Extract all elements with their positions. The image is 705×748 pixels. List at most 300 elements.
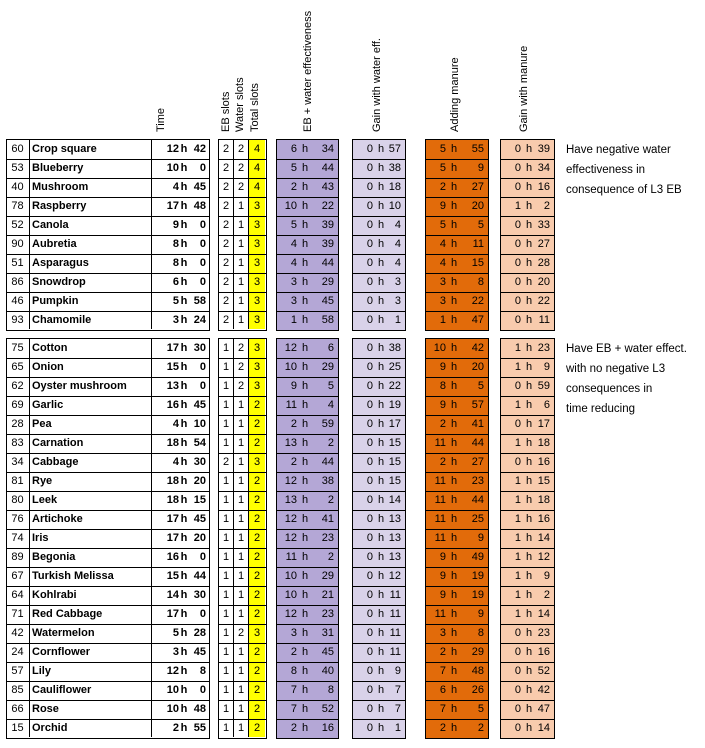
table-row [7, 292, 208, 311]
time-h-unit: h [180, 314, 188, 326]
eb-slots-value: 1 [222, 608, 230, 620]
time-h-unit: h [180, 257, 188, 269]
time-minutes: 55 [193, 722, 206, 734]
slots-row [219, 358, 265, 377]
eb-slots-value: 1 [222, 684, 230, 696]
crop-id: 62 [11, 380, 24, 392]
total-slots-value: 2 [253, 646, 261, 658]
crop-name: Turkish Melissa [32, 570, 114, 582]
slots-row [219, 624, 265, 643]
slots-row [219, 140, 265, 159]
manure-hours: 9 [439, 570, 446, 582]
gain-manure-row [501, 339, 553, 358]
manure-minutes: 49 [471, 551, 484, 563]
time-minutes: 30 [193, 456, 206, 468]
gain-manure-h-unit: h [525, 399, 533, 411]
time-h-unit: h [180, 513, 188, 525]
gain-water-row [353, 662, 404, 681]
manure-row [426, 396, 487, 415]
manure-hours: 2 [439, 418, 446, 430]
time-h-unit: h [180, 437, 188, 449]
manure-hours: 9 [439, 589, 446, 601]
manure-minutes: 22 [471, 295, 484, 307]
manure-row [426, 548, 487, 567]
eb-water-hours: 8 [290, 665, 297, 677]
gain-manure-h-unit: h [525, 276, 533, 288]
gain-water-hours: 0 [366, 494, 373, 506]
water-slots-value: 1 [237, 399, 245, 411]
eb-slots-value: 2 [222, 456, 230, 468]
gain-water-row [353, 197, 404, 216]
eb-water-minutes: 31 [321, 627, 334, 639]
time-hours: 12 [166, 665, 179, 677]
gain-manure-row [501, 586, 553, 605]
total-slots-value: 3 [253, 238, 261, 250]
gain-manure-hours: 1 [514, 532, 521, 544]
manure-hours: 4 [439, 238, 446, 250]
gain-manure-hours: 1 [514, 570, 521, 582]
total-slots-value: 2 [253, 532, 261, 544]
eb-water-minutes: 39 [321, 238, 334, 250]
gain-water-hours: 0 [366, 570, 373, 582]
gain-water-h-unit: h [377, 627, 385, 639]
slots-row [219, 586, 265, 605]
time-minutes: 20 [193, 532, 206, 544]
time-minutes: 44 [193, 570, 206, 582]
time-hours: 8 [172, 238, 179, 250]
slots-row [219, 491, 265, 510]
time-h-unit: h [180, 295, 188, 307]
slots-block [218, 139, 267, 331]
manure-hours: 6 [439, 684, 446, 696]
gain-water-row [353, 700, 404, 719]
crop-id: 15 [11, 722, 24, 734]
gain-manure-minutes: 47 [537, 703, 550, 715]
water-slots-value: 1 [237, 703, 245, 715]
total-slots-value: 3 [253, 456, 261, 468]
eb-slots-value: 1 [222, 722, 230, 734]
gain-manure-hours: 1 [514, 342, 521, 354]
manure-hours: 1 [439, 314, 446, 326]
gain-water-hours: 0 [366, 513, 373, 525]
manure-row [426, 159, 487, 178]
gain-water-hours: 0 [366, 589, 373, 601]
gain-water-hours: 0 [366, 418, 373, 430]
eb-water-row [277, 548, 337, 567]
manure-minutes: 47 [471, 314, 484, 326]
time-hours: 17 [166, 513, 179, 525]
time-h-unit: h [180, 200, 188, 212]
note-line: consequences in [566, 383, 653, 395]
crop-id: 40 [11, 181, 24, 193]
gain-manure-h-unit: h [525, 181, 533, 193]
gain-manure-minutes: 18 [537, 494, 550, 506]
eb-water-minutes: 2 [327, 437, 334, 449]
gain-water-h-unit: h [377, 513, 385, 525]
time-hours: 6 [172, 276, 179, 288]
crop-id: 46 [11, 295, 24, 307]
slots-row [219, 311, 265, 330]
eb-water-row [277, 529, 337, 548]
eb-slots-value: 2 [222, 162, 230, 174]
eb-water-row [277, 415, 337, 434]
gain-manure-hours: 1 [514, 589, 521, 601]
eb-water-hours: 12 [284, 608, 297, 620]
gain-water-h-unit: h [377, 665, 385, 677]
note-line: time reducing [566, 403, 636, 415]
manure-row [426, 472, 487, 491]
crop-id: 65 [11, 361, 24, 373]
gain-water-hours: 0 [366, 608, 373, 620]
manure-h-unit: h [450, 570, 458, 582]
total-slots-value: 3 [253, 380, 261, 392]
gain-manure-row [501, 510, 553, 529]
gain-manure-minutes: 20 [537, 276, 550, 288]
eb-water-row [277, 159, 337, 178]
time-h-unit: h [180, 627, 188, 639]
time-h-unit: h [180, 181, 188, 193]
eb-water-minutes: 43 [321, 181, 334, 193]
time-hours: 10 [166, 684, 179, 696]
manure-hours: 4 [439, 257, 446, 269]
time-hours: 4 [172, 456, 179, 468]
water-slots-value: 2 [237, 181, 245, 193]
crop-name: Artichoke [32, 513, 83, 525]
water-slots-value: 1 [237, 589, 245, 601]
manure-minutes: 5 [477, 219, 484, 231]
slots-row [219, 273, 265, 292]
total-slots-value: 2 [253, 570, 261, 582]
gain-manure-hours: 1 [514, 475, 521, 487]
manure-h-unit: h [450, 684, 458, 696]
total-slots-value: 3 [253, 219, 261, 231]
total-slots-value: 3 [253, 257, 261, 269]
gain-manure-h-unit: h [525, 665, 533, 677]
manure-h-unit: h [450, 418, 458, 430]
time-minutes: 0 [199, 162, 206, 174]
eb-slots-value: 1 [222, 380, 230, 392]
eb-water-row [277, 586, 337, 605]
eb-water-row [277, 140, 337, 159]
gain-manure-h-unit: h [525, 200, 533, 212]
table-row [7, 273, 208, 292]
gain-water-row [353, 216, 404, 235]
gain-manure-h-unit: h [525, 475, 533, 487]
crop-name-block [6, 338, 210, 739]
gain-manure-row [501, 567, 553, 586]
gain-water-row [353, 643, 404, 662]
total-slots-value: 2 [253, 513, 261, 525]
crop-name: Watermelon [32, 627, 95, 639]
gain-water-minutes: 19 [388, 399, 401, 411]
gain-manure-h-unit: h [525, 342, 533, 354]
eb-water-minutes: 59 [321, 418, 334, 430]
table-row [7, 197, 208, 216]
manure-minutes: 25 [471, 513, 484, 525]
eb-water-h-unit: h [301, 684, 309, 696]
eb-water-row [277, 273, 337, 292]
manure-row [426, 216, 487, 235]
eb-water-h-unit: h [301, 665, 309, 677]
gain-manure-hours: 0 [514, 627, 521, 639]
slots-row [219, 472, 265, 491]
water-slots-value: 1 [237, 257, 245, 269]
table-row [7, 358, 208, 377]
manure-minutes: 57 [471, 399, 484, 411]
gain-manure-minutes: 18 [537, 437, 550, 449]
gain-manure-row [501, 292, 553, 311]
gain-manure-h-unit: h [525, 437, 533, 449]
manure-row [426, 681, 487, 700]
eb-slots-value: 1 [222, 342, 230, 354]
eb-water-hours: 1 [290, 314, 297, 326]
gain-manure-minutes: 16 [537, 456, 550, 468]
manure-h-unit: h [450, 513, 458, 525]
gain-manure-row [501, 415, 553, 434]
gain-manure-hours: 1 [514, 551, 521, 563]
water-slots-value: 1 [237, 532, 245, 544]
slots-block [218, 338, 267, 739]
manure-row [426, 567, 487, 586]
crop-name: Aubretia [32, 238, 77, 250]
gain-manure-h-unit: h [525, 627, 533, 639]
gain-manure-h-unit: h [525, 143, 533, 155]
table-row [7, 159, 208, 178]
eb-water-row [277, 681, 337, 700]
gain-manure-minutes: 14 [537, 722, 550, 734]
eb-water-row [277, 197, 337, 216]
gain-water-block [352, 139, 406, 331]
eb-slots-value: 1 [222, 703, 230, 715]
manure-hours: 9 [439, 551, 446, 563]
time-h-unit: h [180, 608, 188, 620]
time-minutes: 0 [199, 219, 206, 231]
crop-name: Pumpkin [32, 295, 79, 307]
gain-manure-minutes: 9 [543, 361, 550, 373]
crop-name: Pea [32, 418, 52, 430]
gain-manure-row [501, 396, 553, 415]
total-slots-value: 2 [253, 722, 261, 734]
table-row [7, 415, 208, 434]
table-row [7, 510, 208, 529]
gain-water-hours: 0 [366, 380, 373, 392]
gain-water-minutes: 38 [388, 342, 401, 354]
gain-manure-minutes: 39 [537, 143, 550, 155]
eb-water-row [277, 434, 337, 453]
gain-water-hours: 0 [366, 276, 373, 288]
gain-water-minutes: 15 [388, 437, 401, 449]
crop-id: 81 [11, 475, 24, 487]
manure-row [426, 178, 487, 197]
gain-manure-row [501, 377, 553, 396]
eb-water-minutes: 23 [321, 532, 334, 544]
gain-water-hours: 0 [366, 143, 373, 155]
crop-id: 57 [11, 665, 24, 677]
slots-row [219, 254, 265, 273]
gain-water-minutes: 15 [388, 475, 401, 487]
manure-minutes: 9 [477, 608, 484, 620]
time-h-unit: h [180, 143, 188, 155]
slots-row [219, 396, 265, 415]
gain-manure-h-unit: h [525, 608, 533, 620]
crop-name: Onion [32, 361, 64, 373]
gain-manure-h-unit: h [525, 219, 533, 231]
eb-water-hours: 10 [284, 200, 297, 212]
eb-water-minutes: 29 [321, 361, 334, 373]
manure-hours: 11 [434, 437, 446, 449]
total-slots-value: 2 [253, 684, 261, 696]
table-row [7, 491, 208, 510]
gain-water-minutes: 18 [388, 181, 401, 193]
time-minutes: 30 [193, 589, 206, 601]
manure-minutes: 29 [471, 646, 484, 658]
gain-manure-row [501, 624, 553, 643]
water-slots-value: 1 [237, 437, 245, 449]
header-eb-slots: EB slots [220, 91, 232, 132]
water-slots-value: 1 [237, 219, 245, 231]
gain-manure-h-unit: h [525, 257, 533, 269]
crop-id: 89 [11, 551, 24, 563]
gain-water-h-unit: h [377, 456, 385, 468]
eb-water-row [277, 339, 337, 358]
time-minutes: 15 [193, 494, 206, 506]
water-slots-value: 2 [237, 162, 245, 174]
eb-water-hours: 12 [284, 513, 297, 525]
gain-manure-hours: 0 [514, 276, 521, 288]
manure-minutes: 41 [471, 418, 484, 430]
gain-manure-row [501, 662, 553, 681]
gain-water-minutes: 15 [388, 456, 401, 468]
manure-hours: 10 [433, 342, 446, 354]
gain-water-h-unit: h [377, 684, 385, 696]
gain-water-hours: 0 [366, 532, 373, 544]
gain-manure-minutes: 14 [537, 532, 550, 544]
time-minutes: 58 [193, 295, 206, 307]
gain-water-h-unit: h [377, 162, 385, 174]
eb-water-row [277, 178, 337, 197]
time-hours: 3 [172, 646, 179, 658]
total-slots-value: 3 [253, 342, 261, 354]
manure-h-unit: h [450, 646, 458, 658]
time-hours: 18 [166, 494, 179, 506]
water-slots-value: 1 [237, 722, 245, 734]
eb-water-minutes: 45 [321, 295, 334, 307]
gain-manure-h-unit: h [525, 380, 533, 392]
eb-slots-value: 1 [222, 437, 230, 449]
gain-water-h-unit: h [377, 380, 385, 392]
eb-water-hours: 3 [290, 627, 297, 639]
gain-manure-h-unit: h [525, 722, 533, 734]
gain-manure-minutes: 28 [537, 257, 550, 269]
table-row [7, 624, 208, 643]
eb-water-row [277, 719, 337, 738]
eb-water-row [277, 472, 337, 491]
manure-row [426, 453, 487, 472]
eb-water-h-unit: h [301, 342, 309, 354]
eb-slots-value: 1 [222, 665, 230, 677]
gain-water-row [353, 434, 404, 453]
manure-minutes: 2 [477, 722, 484, 734]
gain-water-minutes: 13 [388, 513, 401, 525]
manure-row [426, 510, 487, 529]
time-hours: 17 [166, 200, 179, 212]
gain-water-h-unit: h [377, 570, 385, 582]
gain-water-block [352, 338, 406, 739]
table-row [7, 254, 208, 273]
gain-water-row [353, 273, 404, 292]
time-minutes: 0 [199, 361, 206, 373]
crop-id: 51 [11, 257, 24, 269]
gain-water-h-unit: h [377, 532, 385, 544]
eb-water-minutes: 8 [327, 684, 334, 696]
gain-water-minutes: 9 [394, 665, 401, 677]
manure-hours: 3 [439, 276, 446, 288]
eb-water-h-unit: h [301, 143, 309, 155]
gain-manure-minutes: 17 [537, 418, 550, 430]
gain-water-row [353, 339, 404, 358]
gain-manure-hours: 1 [514, 200, 521, 212]
note-line: with no negative L3 [566, 363, 666, 375]
eb-water-h-unit: h [301, 399, 309, 411]
gain-water-h-unit: h [377, 589, 385, 601]
eb-water-hours: 7 [290, 684, 297, 696]
eb-water-h-unit: h [301, 276, 309, 288]
manure-minutes: 9 [477, 532, 484, 544]
time-h-unit: h [180, 238, 188, 250]
gain-water-minutes: 7 [394, 703, 401, 715]
gain-water-h-unit: h [377, 646, 385, 658]
total-slots-value: 3 [253, 200, 261, 212]
crop-id: 93 [11, 314, 24, 326]
gain-water-hours: 0 [366, 684, 373, 696]
eb-water-hours: 2 [290, 722, 297, 734]
gain-water-hours: 0 [366, 361, 373, 373]
gain-manure-minutes: 6 [543, 399, 550, 411]
crop-name: Orchid [32, 722, 68, 734]
crop-id: 83 [11, 437, 24, 449]
manure-hours: 9 [439, 200, 446, 212]
manure-h-unit: h [450, 551, 458, 563]
gain-manure-minutes: 12 [537, 551, 550, 563]
slots-row [219, 159, 265, 178]
gain-manure-minutes: 16 [537, 513, 550, 525]
manure-hours: 9 [439, 399, 446, 411]
eb-water-hours: 11 [285, 399, 297, 411]
manure-hours: 2 [439, 456, 446, 468]
time-hours: 4 [172, 181, 179, 193]
manure-hours: 3 [439, 295, 446, 307]
time-h-unit: h [180, 684, 188, 696]
gain-manure-hours: 0 [514, 162, 521, 174]
time-minutes: 0 [199, 684, 206, 696]
eb-water-minutes: 58 [321, 314, 334, 326]
time-h-unit: h [180, 570, 188, 582]
time-h-unit: h [180, 703, 188, 715]
table-row [7, 567, 208, 586]
gain-water-minutes: 3 [394, 295, 401, 307]
manure-hours: 3 [439, 627, 446, 639]
eb-water-minutes: 6 [327, 342, 334, 354]
slots-row [219, 197, 265, 216]
crop-name: Lily [32, 665, 51, 677]
gain-water-h-unit: h [377, 475, 385, 487]
note-group2 [566, 339, 705, 419]
gain-manure-hours: 1 [514, 361, 521, 373]
eb-water-h-unit: h [301, 361, 309, 373]
eb-slots-value: 1 [222, 551, 230, 563]
time-hours: 8 [172, 257, 179, 269]
gain-manure-minutes: 59 [537, 380, 550, 392]
